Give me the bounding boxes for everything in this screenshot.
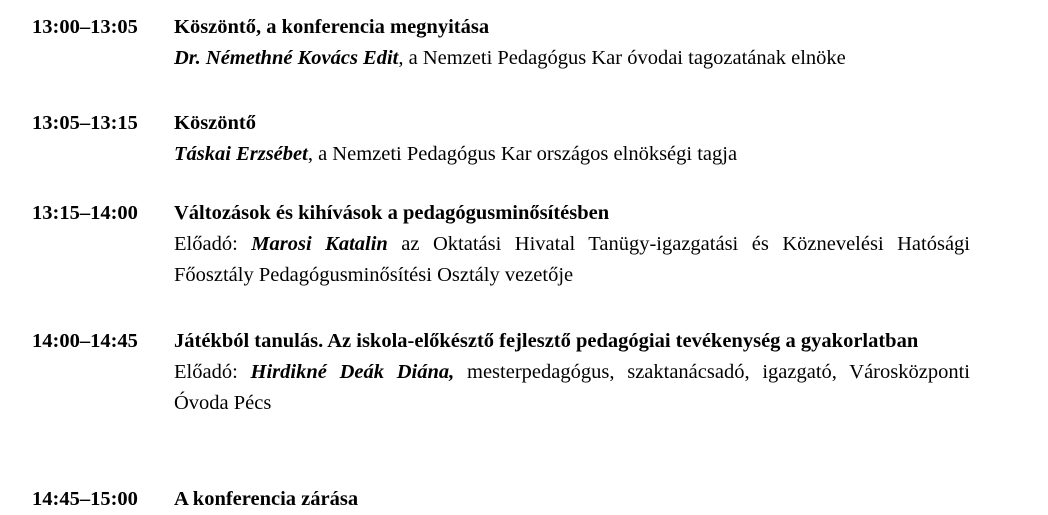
agenda-title: Köszöntő, a konferencia megnyitása bbox=[174, 16, 490, 38]
agenda-title: Változások és kihívások a pedagógusminősítésben bbox=[174, 202, 610, 224]
agenda-time: 13:15–14:00 bbox=[32, 202, 138, 224]
agenda-title: A konferencia zárása bbox=[174, 488, 359, 510]
agenda-description bbox=[174, 43, 970, 74]
agenda-content bbox=[174, 12, 970, 74]
speaker-prefix: Előadó: bbox=[174, 361, 251, 383]
agenda-description bbox=[174, 229, 970, 291]
agenda-time: 13:00–13:05 bbox=[32, 16, 138, 38]
agenda-content bbox=[174, 108, 970, 170]
speaker-role: , a Nemzeti Pedagógus Kar országos elnökségi tagja bbox=[307, 143, 738, 165]
agenda-time: 14:45–15:00 bbox=[32, 488, 138, 510]
agenda-title: Köszöntő bbox=[174, 112, 256, 134]
speaker-name: Hirdikné Deák Diána, bbox=[250, 361, 455, 383]
agenda-title: Játékból tanulás. Az iskola-előkésztő fejlesztő pedagógiai tevékenység a gyakorlatban bbox=[174, 330, 919, 352]
speaker-role: , a Nemzeti Pedagógus Kar óvodai tagozatának elnöke bbox=[398, 47, 846, 69]
agenda-description bbox=[174, 357, 970, 419]
agenda-time: 14:00–14:45 bbox=[32, 330, 138, 352]
speaker-name: Dr. Némethné Kovács Edit bbox=[174, 47, 399, 69]
agenda-description bbox=[174, 139, 970, 170]
speaker-name: Marosi Katalin bbox=[251, 233, 388, 255]
speaker-role: mesterpedagógus, szaktanácsadó, igazgató, Városközponti Óvoda Pécs bbox=[174, 361, 970, 414]
agenda-time: 13:05–13:15 bbox=[32, 112, 138, 134]
speaker-prefix: Előadó: bbox=[174, 233, 252, 255]
speaker-role: az Oktatási Hivatal Tanügy-igazgatási és Köznevelési Hatósági Főosztály Pedagógusminősítési Osztály vezetője bbox=[174, 233, 971, 286]
agenda-content bbox=[174, 326, 970, 419]
agenda-content bbox=[174, 198, 970, 291]
speaker-name: Táskai Erzsébet bbox=[174, 143, 308, 165]
